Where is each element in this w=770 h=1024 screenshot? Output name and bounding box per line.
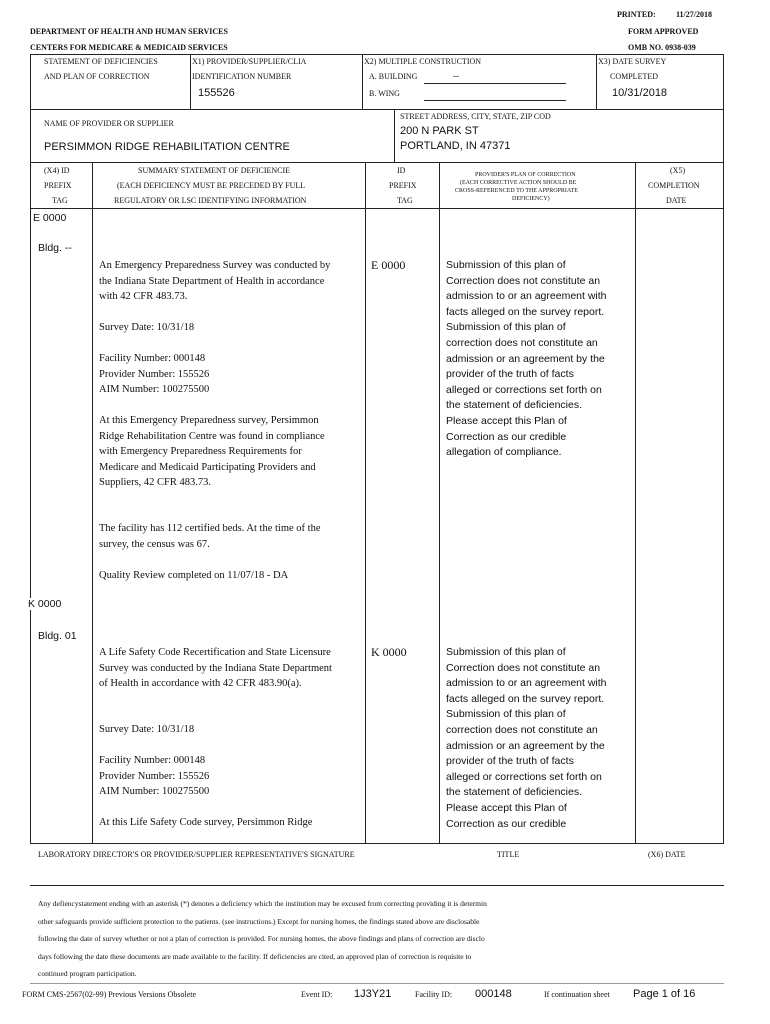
poc-line: Submission of this plan of (446, 646, 566, 658)
x3-label-2: COMPLETED (610, 72, 658, 81)
summary-paragraph: An Emergency Preparedness Survey was conducted by the Indiana State Department of Health in accordance with 42 CFR 483.73. (99, 260, 331, 303)
poc-line: alleged or corrections set forth on (446, 770, 602, 783)
printed-label: PRINTED: (617, 10, 656, 19)
x5-header-3: DATE (666, 196, 687, 205)
poc-line: Correction as our credible (446, 817, 567, 830)
poc-line: admission or an agreement by the (446, 352, 605, 365)
poc-line: Please accept this Plan of (446, 414, 567, 427)
facility-id-label: Facility ID: (415, 990, 453, 999)
x3-label-1: X3) DATE SURVEY (598, 57, 667, 66)
building-value: -- (453, 71, 459, 81)
department-title: DEPARTMENT OF HEALTH AND HUMAN SERVICES (30, 27, 228, 36)
x4-header-1: (X4) ID (44, 166, 70, 175)
poc-line: the statement of deficiencies. (446, 786, 582, 799)
building-designation: Bldg. 01 (38, 630, 77, 642)
omb-number: OMB NO. 0938-039 (628, 43, 696, 52)
poc-line: admission to or an agreement with (446, 677, 607, 690)
poc-header-2: (EACH CORRECTIVE ACTION SHOULD BE (460, 180, 577, 186)
summary-header-3: REGULATORY OR LSC IDENTIFYING INFORMATION (114, 196, 307, 205)
poc-line: allegation of compliance. (446, 446, 562, 459)
poc-line: alleged or corrections set forth on (446, 383, 602, 396)
poc-line: provider of the truth of facts (446, 755, 574, 768)
poc-header-1: PROVIDER'S PLAN OF CORRECTION (475, 172, 576, 178)
poc-header-4: DEFICIENCY) (512, 196, 550, 202)
building-label: A. BUILDING (369, 72, 418, 81)
event-id: 1J3Y21 (354, 988, 392, 1000)
building-designation: Bldg. -- (38, 242, 72, 254)
facility-id: 000148 (475, 988, 512, 1000)
event-id-label: Event ID: (301, 990, 333, 999)
summary-header-1: SUMMARY STATEMENT OF DEFICIENCIE (138, 166, 291, 175)
summary-paragraph: Quality Review completed on 11/07/18 - DA (99, 570, 289, 581)
plan-of-correction (446, 258, 631, 461)
id-header-2: PREFIX (389, 181, 417, 190)
poc-line: facts alleged on the survey report. (446, 305, 605, 318)
disclaimer-line: continued program participation. (38, 969, 137, 978)
poc-line: Correction as our credible (446, 430, 567, 443)
poc-line: the statement of deficiencies. (446, 399, 582, 412)
summary-paragraph: Facility Number: 000148 Provider Number: 155526 AIM Number: 100275500 (99, 353, 210, 396)
summary-paragraph: A Life Safety Code Recertification and State Licensure Survey was conducted by the Indiana State Department of Health in accordance with 42 CFR 483.90(a). (99, 647, 332, 690)
poc-line: Correction does not constitute an (446, 661, 601, 674)
provider-name: PERSIMMON RIDGE REHABILITATION CENTRE (44, 141, 290, 153)
form-number: FORM CMS-2567(02-99) Previous Versions Obsolete (22, 990, 197, 999)
provider-name-label: NAME OF PROVIDER OR SUPPLIER (44, 119, 174, 128)
disclaimer-line: other safeguards provide sufficient protection to the patients. (see instructions.) Except for nursing homes, the findings stated above are disclosable (38, 916, 480, 926)
x4-header-3: TAG (52, 196, 68, 205)
x2-label: X2) MULTIPLE CONSTRUCTION (364, 57, 482, 66)
summary-header-2: (EACH DEFICIENCY MUST BE PRECEDED BY FULL (117, 181, 306, 190)
disclaimer-line: Any defiencystatement ending with an asterisk (*) denotes a deficiency which the institution may be excused from correcting providing it is determin (38, 899, 487, 908)
printed-date: 11/27/2018 (676, 10, 713, 19)
disclaimer-line: days following the date these documents are made available to the facility. If deficiencies are cited, an approved plan of correction is requisite to (38, 951, 472, 961)
page-number: Page 1 of 16 (633, 988, 696, 1000)
plan-of-correction (446, 645, 631, 832)
poc-line: correction does not constitute an (446, 336, 598, 349)
poc-line: Submission of this plan of (446, 321, 566, 334)
disclaimer (38, 895, 487, 983)
title-label: TITLE (497, 850, 520, 859)
x4-header-2: PREFIX (44, 181, 72, 190)
statement-label-2: AND PLAN OF CORRECTION (44, 72, 150, 81)
summary-paragraph: At this Life Safety Code survey, Persimmon Ridge (99, 817, 313, 828)
poc-line: correction does not constitute an (446, 723, 598, 736)
summary-paragraph: Facility Number: 000148 Provider Number: 155526 AIM Number: 100275500 (99, 755, 210, 798)
summary-paragraph: The facility has 112 certified beds. At the time of the survey, the census was 67. (99, 523, 321, 550)
x1-label-2: IDENTIFICATION NUMBER (192, 72, 292, 81)
form-approved: FORM APPROVED (628, 27, 699, 36)
provider-number: 155526 (198, 87, 235, 99)
city-state-zip: PORTLAND, IN 47371 (400, 140, 511, 152)
x5-header-1: (X5) (670, 166, 686, 175)
survey-completed-date: 10/31/2018 (612, 87, 668, 99)
x6-date-label: (X6) DATE (648, 850, 686, 859)
signature-label: LABORATORY DIRECTOR'S OR PROVIDER/SUPPLIER REPRESENTATIVE'S SIGNATURE (38, 850, 355, 859)
summary-paragraph: At this Emergency Preparedness survey, Persimmon Ridge Rehabilitation Centre was found in compliance with Emergency Preparedness Requirements for Medicare and Medicaid Participating Providers and Suppliers, 42 CFR 483.73. (99, 415, 325, 489)
address-label: STREET ADDRESS, CITY, STATE, ZIP COD (400, 112, 551, 121)
poc-line: Please accept this Plan of (446, 801, 567, 814)
poc-line: Submission of this plan of (446, 708, 566, 721)
centers-title: CENTERS FOR MEDICARE & MEDICAID SERVICES (30, 43, 228, 52)
poc-line: admission to or an agreement with (446, 290, 607, 303)
poc-line: provider of the truth of facts (446, 368, 574, 381)
deficiency-tag: E 0000 (33, 212, 67, 224)
deficiency-tag: K 0000 (28, 598, 62, 610)
poc-line: facts alleged on the survey report. (446, 692, 605, 705)
disclaimer-line: following the date of survey whether or not a plan of correction is provided. For nursing homes, the above findings and plans of correction are disclo (38, 934, 485, 943)
poc-line: Submission of this plan of (446, 259, 566, 271)
poc-header-3: CROSS-REFERENCED TO THE APPROPRIATE (455, 188, 578, 194)
x1-label-1: X1) PROVIDER/SUPPLIER/CLIA (192, 57, 307, 66)
id-header-1: ID (397, 166, 406, 175)
id-header-3: TAG (397, 196, 413, 205)
x5-header-2: COMPLETION (648, 181, 700, 190)
poc-line: admission or an agreement by the (446, 739, 605, 752)
summary-paragraph: Survey Date: 10/31/18 (99, 724, 195, 735)
continuation-label: If continuation sheet (544, 990, 610, 999)
summary-paragraph: Survey Date: 10/31/18 (99, 322, 195, 333)
statement-label-1: STATEMENT OF DEFICIENCIES (44, 57, 158, 66)
poc-line: Correction does not constitute an (446, 274, 601, 287)
wing-label: B. WING (369, 89, 400, 98)
id-prefix-tag: K 0000 (371, 645, 407, 659)
id-prefix-tag: E 0000 (371, 258, 406, 272)
street-address: 200 N PARK ST (400, 125, 479, 137)
